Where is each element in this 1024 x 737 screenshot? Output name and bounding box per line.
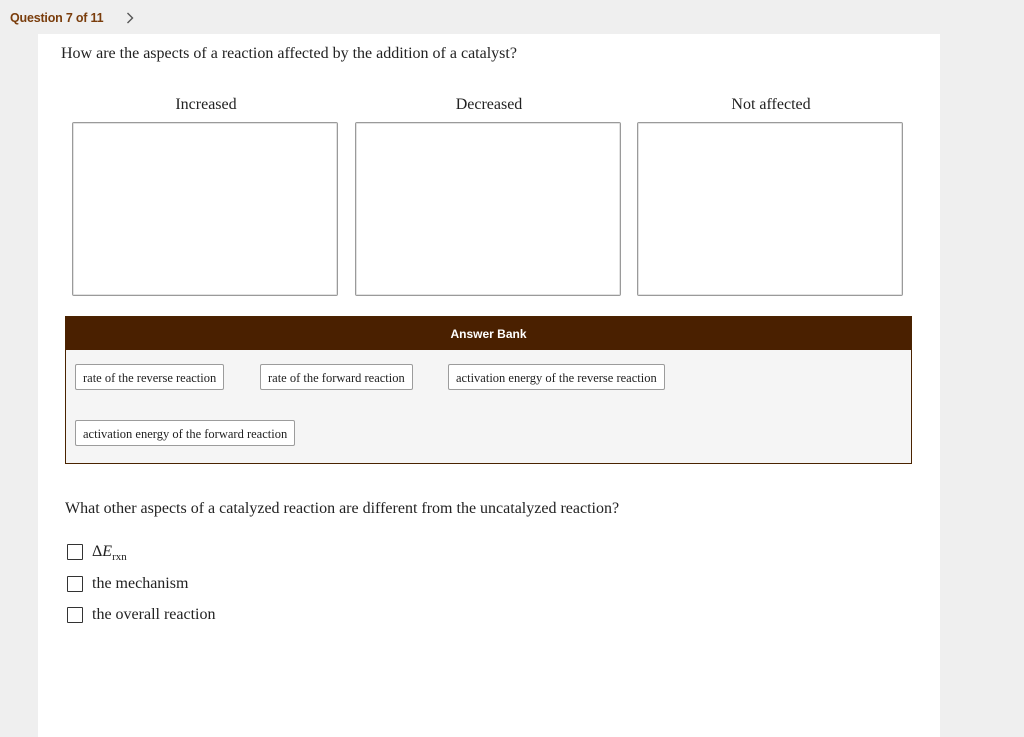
option-overall-reaction-label: the overall reaction: [92, 606, 216, 623]
option-delta-e-rxn-label: [92, 543, 127, 561]
drop-zone-increased[interactable]: [72, 122, 338, 296]
drop-zone-not-affected[interactable]: [637, 122, 903, 296]
answer-bank-title: Answer Bank: [66, 317, 911, 350]
answer-chip-activation-forward[interactable]: activation energy of the forward reaction: [75, 420, 295, 446]
drop-zone-decreased[interactable]: [355, 122, 621, 296]
question-counter: Question 7 of 11: [10, 11, 104, 25]
option-overall-reaction[interactable]: [67, 606, 216, 624]
category-label-decreased: Decreased: [455, 96, 523, 113]
option-mechanism-label: the mechanism: [92, 575, 189, 592]
checkbox[interactable]: [67, 544, 83, 560]
category-label-increased: Increased: [175, 96, 237, 113]
answer-bank: [65, 316, 912, 464]
checkbox[interactable]: [67, 576, 83, 592]
answer-chip-activation-reverse[interactable]: activation energy of the reverse reaction: [448, 364, 665, 390]
option-mechanism[interactable]: [67, 575, 188, 593]
question-nav: [10, 9, 137, 27]
chevron-right-icon: [126, 12, 134, 24]
next-question-button[interactable]: [123, 9, 137, 27]
answer-chip-rate-forward[interactable]: rate of the forward reaction: [260, 364, 413, 390]
e-symbol: E: [102, 543, 113, 560]
question-1-prompt: How are the aspects of a reaction affected by the addition of a catalyst?: [61, 45, 517, 62]
question-2-prompt: What other aspects of a catalyzed reaction are different from the uncatalyzed reaction?: [65, 500, 620, 517]
answer-chip-rate-reverse[interactable]: rate of the reverse reaction: [75, 364, 224, 390]
question-panel: [38, 34, 940, 737]
checkbox[interactable]: [67, 607, 83, 623]
option-delta-e-rxn[interactable]: [67, 543, 127, 561]
category-label-not-affected: Not affected: [731, 96, 811, 113]
rxn-subscript: rxn: [112, 551, 127, 563]
delta-symbol: Δ: [92, 543, 103, 560]
